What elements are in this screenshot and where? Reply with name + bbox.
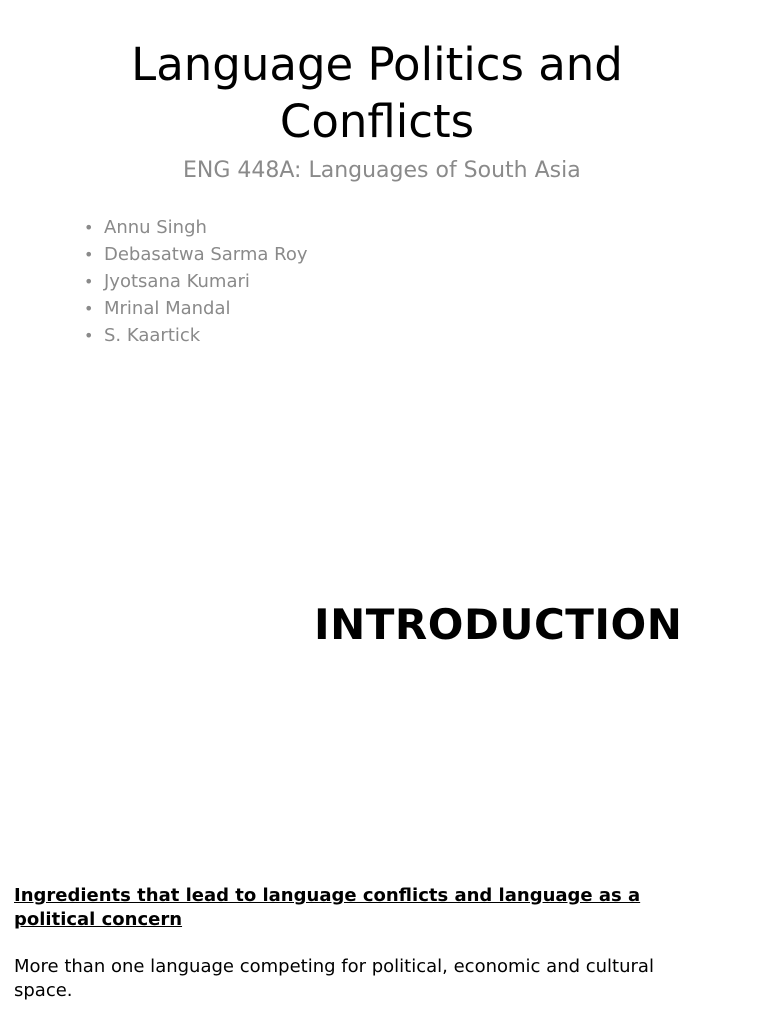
author-item — [84, 214, 308, 241]
bullet-icon: • — [84, 272, 94, 291]
author-name: Annu Singh — [104, 217, 207, 238]
author-item — [84, 322, 308, 349]
author-name: Jyotsana Kumari — [104, 271, 250, 292]
bullet-icon: • — [84, 326, 94, 345]
author-name: Debasatwa Sarma Roy — [104, 244, 308, 265]
presentation-title: Language Politics and Conflicts — [131, 38, 623, 148]
ingredients-heading: Ingredients that lead to language conflicts and language as a political concern — [14, 885, 641, 930]
author-item — [84, 241, 308, 268]
author-name: Mrinal Mandal — [104, 298, 231, 319]
author-item — [84, 268, 308, 295]
bullet-icon: • — [84, 245, 94, 264]
bullet-icon: • — [84, 299, 94, 318]
bullet-icon: • — [84, 218, 94, 237]
ingredients-body-text: More than one language competing for political, economic and cultural space. — [14, 956, 654, 1001]
author-list — [84, 214, 308, 349]
author-item — [84, 295, 308, 322]
author-name: S. Kaartick — [104, 325, 201, 346]
introduction-heading: INTRODUCTION — [314, 600, 683, 649]
presentation-subtitle: ENG 448A: Languages of South Asia — [183, 158, 581, 183]
